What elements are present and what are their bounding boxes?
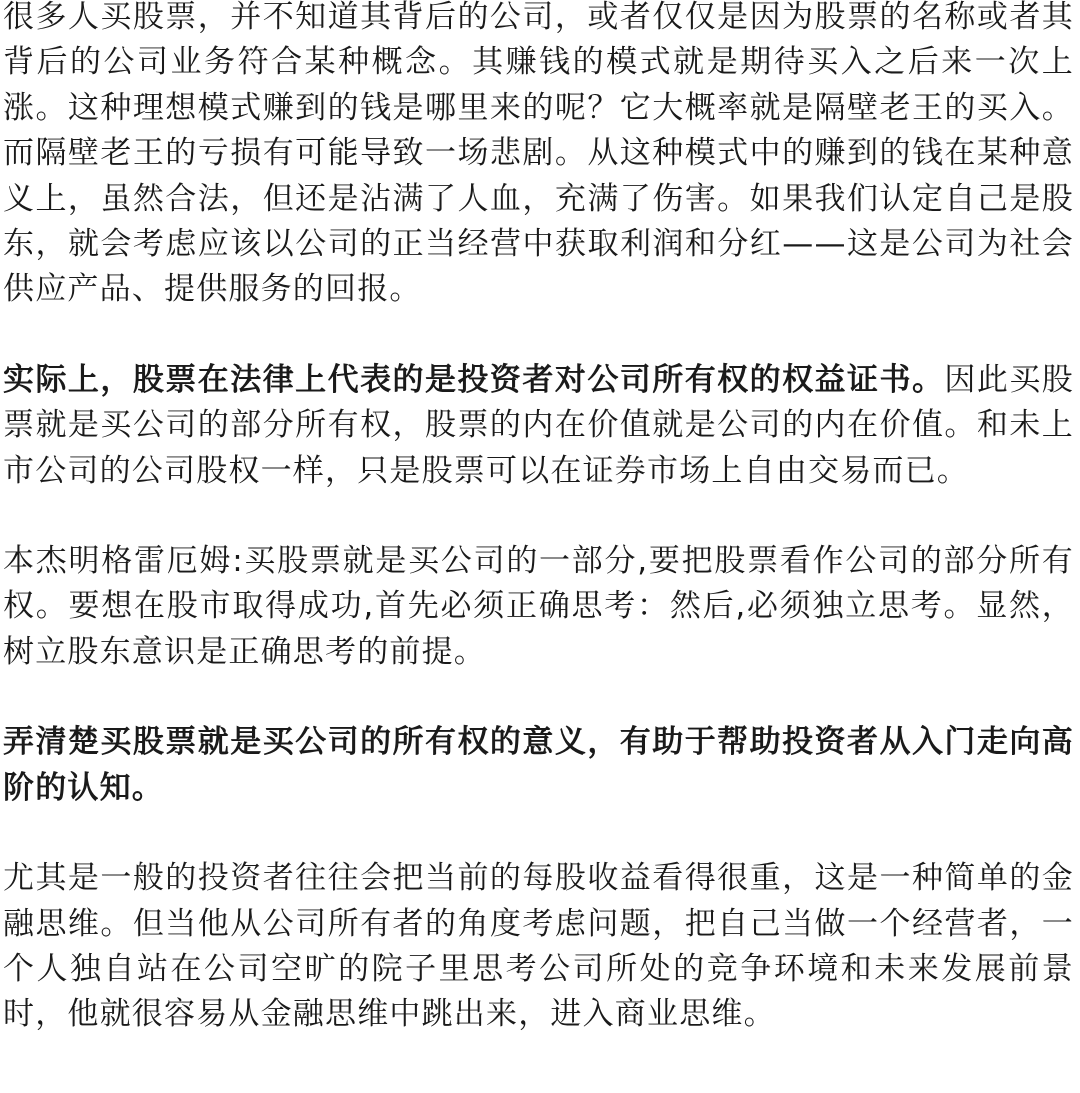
paragraph-2-rest: 因此买股票就是买公司的部分所有权，股票的内在价值就是公司的内在价值。和未上市公司的公司股权一样，只是股票可以在证券市场上自由交易而已。	[3, 361, 1074, 489]
paragraph-5: 尤其是一般的投资者往往会把当前的每股收益看得很重，这是一种简单的金融思维。但当他从公司所有者的角度考虑问题，把自己当做一个经营者，一个人独自站在公司空旷的院子里思考公司所处的竞争环境和未来发展前景时，他就很容易从金融思维中跳出来，进入商业思维。	[3, 860, 1074, 1033]
paragraph-3: 本杰明格雷厄姆:买股票就是买公司的一部分,要把股票看作公司的部分所有权。要想在股市取得成功,首先必须正确思考：然后,必须独立思考。显然，树立股东意识是正确思考的前提。	[3, 543, 1074, 670]
paragraph-1: 很多人买股票，并不知道其背后的公司，或者仅仅是因为股票的名称或者其背后的公司业务符合某种概念。其赚钱的模式就是期待买入之后来一次上涨。这种理想模式赚到的钱是哪里来的呢？它大概率就是隔壁老王的买入。而隔壁老王的亏损有可能导致一场悲剧。从这种模式中的赚到的钱在某种意义上，虽然合法，但还是沾满了人血，充满了伤害。如果我们认定自己是股东，就会考虑应该以公司的正当经营中获取利润和分红——这是公司为社会供应产品、提供服务的回报。	[3, 0, 1074, 308]
paragraph-gap	[3, 494, 1074, 539]
paragraph-2-bold-lead: 实际上，股票在法律上代表的是投资者对公司所有权的权益证书。	[3, 361, 945, 398]
paragraph-gap	[3, 675, 1074, 720]
paragraph-gap	[3, 313, 1074, 358]
paragraph-4-bold: 弄清楚买股票就是买公司的所有权的意义，有助于帮助投资者从入门走向高阶的认知。	[3, 724, 1074, 806]
paragraph-2	[3, 358, 1074, 494]
paragraph-gap	[3, 811, 1074, 856]
